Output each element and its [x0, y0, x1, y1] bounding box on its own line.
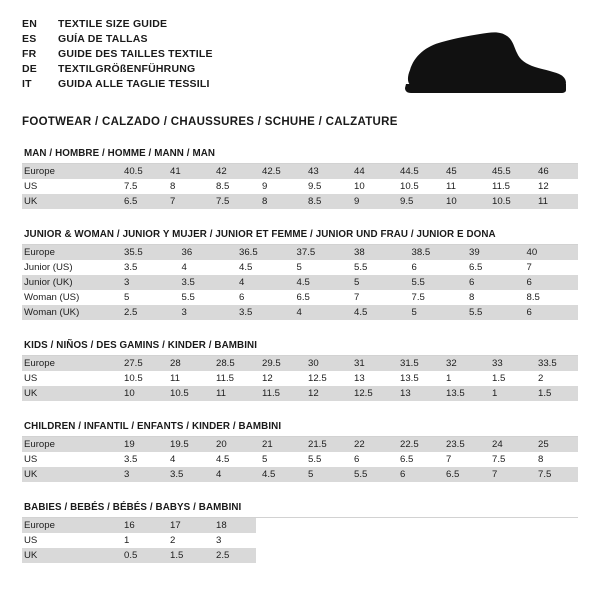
table-row: [22, 533, 578, 548]
language-row: [22, 78, 213, 93]
size-cell: 23.5: [440, 437, 486, 452]
size-cell: 3: [216, 535, 222, 546]
page-title: FOOTWEAR / CALZADO / CHAUSSURES / SCHUHE / CALZATURE: [22, 116, 398, 128]
size-cell-empty: [394, 548, 440, 563]
size-table-kids: [22, 356, 578, 401]
size-cell: 32: [440, 356, 486, 371]
language-code: ES: [22, 33, 37, 45]
size-cell: 33.5: [532, 356, 578, 371]
size-cell: 36: [176, 245, 234, 260]
size-cell: 1: [446, 373, 452, 384]
size-cell-empty: [256, 548, 302, 563]
language-code: EN: [22, 18, 37, 30]
size-cell: 6: [354, 454, 360, 465]
size-cell-empty: [348, 533, 394, 548]
size-cell: 12: [302, 386, 348, 401]
size-cell: 3.5: [164, 467, 210, 482]
size-cell: 7.5: [532, 467, 578, 482]
size-cell: 19.5: [164, 437, 210, 452]
size-cell: 37.5: [291, 245, 349, 260]
size-cell-empty: [394, 533, 440, 548]
size-cell: 3.5: [124, 262, 138, 273]
size-cell: 6: [463, 275, 521, 290]
size-cell: 29.5: [256, 356, 302, 371]
language-title: GUIDA ALLE TAGLIE TESSILI: [58, 78, 210, 90]
table-row: [22, 356, 578, 371]
size-cell: 9: [262, 181, 268, 192]
size-cell-empty: [440, 548, 486, 563]
size-table-children: [22, 437, 578, 482]
row-label: Junior (UK): [22, 275, 118, 290]
size-cell: 7: [526, 262, 532, 273]
size-cell: 20: [210, 437, 256, 452]
size-cell: 11: [446, 181, 456, 192]
size-cell: 3: [176, 305, 234, 320]
size-cell: 22.5: [394, 437, 440, 452]
language-row: [22, 48, 213, 63]
size-cell: 3: [118, 275, 176, 290]
size-cell-empty: [486, 548, 532, 563]
size-cell: 28.5: [210, 356, 256, 371]
size-cell: 18: [210, 518, 256, 533]
row-label: UK: [22, 194, 118, 209]
size-cell: 5.5: [181, 292, 195, 303]
size-cell: 38.5: [406, 245, 464, 260]
size-cell: 8: [538, 454, 544, 465]
row-label: UK: [22, 386, 118, 401]
size-cell: 31: [348, 356, 394, 371]
size-cell: 39: [463, 245, 521, 260]
section-babies: [22, 502, 578, 563]
size-cell-empty: [302, 548, 348, 563]
size-cell: 11: [532, 194, 578, 209]
size-cell: 11.5: [256, 386, 302, 401]
language-row: [22, 63, 213, 78]
table-row: [22, 260, 578, 275]
size-cell: 5: [302, 467, 348, 482]
size-cell: 10: [118, 386, 164, 401]
size-cell: 9.5: [394, 194, 440, 209]
table-row: [22, 194, 578, 209]
size-cell: 9.5: [308, 181, 322, 192]
table-row: [22, 548, 578, 563]
size-cell: 42: [210, 164, 256, 179]
size-cell: 5: [348, 275, 406, 290]
size-cell: 4.5: [256, 467, 302, 482]
size-cell: 6.5: [440, 467, 486, 482]
size-cell: 3.5: [124, 454, 138, 465]
size-cell: 19: [118, 437, 164, 452]
section-children: [22, 421, 578, 482]
language-title: TEXTILE SIZE GUIDE: [58, 18, 168, 30]
size-cell: 3.5: [176, 275, 234, 290]
size-cell: 4: [170, 454, 176, 465]
size-cell: 12: [538, 181, 549, 192]
table-row: [22, 518, 578, 533]
size-cell-empty: [256, 518, 302, 533]
size-cell: 6: [521, 305, 579, 320]
size-cell: 10.5: [164, 386, 210, 401]
size-cell: 6: [394, 467, 440, 482]
size-cell: 1: [486, 386, 532, 401]
size-cell: 7.5: [210, 194, 256, 209]
table-row: [22, 452, 578, 467]
size-cell-empty: [348, 518, 394, 533]
size-cell: 7: [446, 454, 452, 465]
row-label: US: [24, 535, 38, 546]
size-cell: 6.5: [118, 194, 164, 209]
size-cell: 12.5: [348, 386, 394, 401]
size-cell: 5.5: [308, 454, 322, 465]
size-cell: 8.5: [216, 181, 230, 192]
size-cell: 4.5: [239, 262, 253, 273]
row-label: Europe: [22, 245, 118, 260]
size-cell: 4.5: [348, 305, 406, 320]
size-cell: 27.5: [118, 356, 164, 371]
section-heading: JUNIOR & WOMAN / JUNIOR Y MUJER / JUNIOR ET FEMME / JUNIOR UND FRAU / JUNIOR E DONA: [22, 229, 578, 245]
size-cell: 40.5: [118, 164, 164, 179]
size-cell: 4.5: [291, 275, 349, 290]
size-cell: 24: [486, 437, 532, 452]
table-row: [22, 245, 578, 260]
size-cell-empty: [486, 518, 532, 533]
size-cell: 1.5: [492, 373, 506, 384]
language-code: IT: [22, 78, 32, 90]
size-cell: 46: [532, 164, 578, 179]
size-cell: 7.5: [492, 454, 506, 465]
size-cell: 8: [469, 292, 475, 303]
size-cell: 5: [262, 454, 268, 465]
size-cell: 12.5: [308, 373, 327, 384]
table-row: [22, 437, 578, 452]
size-cell: 42.5: [256, 164, 302, 179]
row-label: Europe: [22, 518, 118, 533]
table-row: [22, 386, 578, 401]
size-cell-empty: [440, 518, 486, 533]
language-title: GUÍA DE TALLAS: [58, 33, 148, 45]
size-cell: 21: [256, 437, 302, 452]
size-cell-empty: [348, 548, 394, 563]
size-cell: 17: [164, 518, 210, 533]
size-cell: 10.5: [400, 181, 419, 192]
size-cell: 2: [170, 535, 176, 546]
row-label: US: [24, 454, 38, 465]
size-cell: 5.5: [463, 305, 521, 320]
size-cell-empty: [394, 518, 440, 533]
size-cell: 3: [118, 467, 164, 482]
row-label: Europe: [22, 164, 118, 179]
size-cell: 6.5: [296, 292, 310, 303]
size-cell-empty: [440, 533, 486, 548]
size-cell: 10.5: [486, 194, 532, 209]
size-cell: 6.5: [469, 262, 483, 273]
size-cell-empty: [302, 518, 348, 533]
size-cell: 1: [124, 535, 130, 546]
size-cell: 5: [406, 305, 464, 320]
size-cell-empty: [532, 518, 578, 533]
size-table-man: [22, 164, 578, 209]
size-cell: 1.5: [532, 386, 578, 401]
language-title-list-body: [22, 18, 213, 93]
size-cell-empty: [256, 533, 302, 548]
size-cell: 43: [302, 164, 348, 179]
table-row: [22, 275, 578, 290]
table-row: [22, 467, 578, 482]
section-heading: MAN / HOMBRE / HOMME / MANN / MAN: [22, 148, 578, 164]
size-table-junior-woman: [22, 245, 578, 320]
size-cell: 2.5: [210, 548, 256, 563]
size-cell: 6: [411, 262, 417, 273]
size-cell: 4: [233, 275, 291, 290]
size-cell-empty: [532, 533, 578, 548]
size-cell: 28: [164, 356, 210, 371]
size-cell: 7: [354, 292, 360, 303]
size-cell: 5: [124, 292, 130, 303]
size-cell: 5.5: [406, 275, 464, 290]
size-cell: 22: [348, 437, 394, 452]
size-cell-empty: [302, 533, 348, 548]
size-cell: 35.5: [118, 245, 176, 260]
size-cell: 3.5: [233, 305, 291, 320]
size-cell: 4: [181, 262, 187, 273]
size-cell: 2: [538, 373, 544, 384]
size-cell: 12: [262, 373, 273, 384]
size-cell: 44.5: [394, 164, 440, 179]
size-cell: 45: [440, 164, 486, 179]
size-cell: 33: [486, 356, 532, 371]
language-code: DE: [22, 63, 37, 75]
dress-shoe-icon: [380, 22, 570, 100]
size-cell: 8.5: [302, 194, 348, 209]
size-cell: 0.5: [118, 548, 164, 563]
section-man: [22, 148, 578, 209]
size-cell: 7: [164, 194, 210, 209]
table-row: [22, 305, 578, 320]
size-cell: 5.5: [348, 467, 394, 482]
size-cell: 6.5: [400, 454, 414, 465]
size-cell: 4: [291, 305, 349, 320]
size-table-babies: [22, 518, 578, 563]
size-cell: 21.5: [302, 437, 348, 452]
size-cell: 10: [354, 181, 365, 192]
table-row: [22, 179, 578, 194]
size-cell: 4: [210, 467, 256, 482]
size-cell: 11: [210, 386, 256, 401]
row-label: UK: [22, 467, 118, 482]
size-cell: 41: [164, 164, 210, 179]
row-label: Europe: [22, 356, 118, 371]
size-cell: 10: [440, 194, 486, 209]
size-cell: 2.5: [118, 305, 176, 320]
size-cell: 8.5: [526, 292, 540, 303]
size-cell-empty: [486, 533, 532, 548]
row-label: US: [24, 373, 38, 384]
size-cell: 13: [354, 373, 365, 384]
language-title: TEXTILGRÖßENFÜHRUNG: [58, 63, 196, 75]
table-row: [22, 164, 578, 179]
size-cell: 8: [170, 181, 176, 192]
size-cell: 13: [394, 386, 440, 401]
size-cell: 45.5: [486, 164, 532, 179]
size-cell: 9: [348, 194, 394, 209]
language-row: [22, 18, 213, 33]
size-cell: 6: [521, 275, 579, 290]
row-label: Woman (US): [24, 292, 80, 303]
size-cell: 44: [348, 164, 394, 179]
size-cell: 40: [521, 245, 579, 260]
section-heading: BABIES / BEBÉS / BÉBÉS / BABYS / BAMBINI: [22, 502, 578, 518]
size-cell: 38: [348, 245, 406, 260]
size-cell: 6: [239, 292, 245, 303]
size-cell: 25: [532, 437, 578, 452]
row-label: Europe: [22, 437, 118, 452]
language-title: GUIDE DES TAILLES TEXTILE: [58, 48, 213, 60]
size-cell: 13.5: [400, 373, 419, 384]
section-junior-woman: [22, 229, 578, 320]
table-row: [22, 290, 578, 305]
language-title-list: [22, 18, 213, 93]
size-cell: 13.5: [440, 386, 486, 401]
table-row: [22, 371, 578, 386]
size-cell: 5: [296, 262, 302, 273]
size-cell: 4.5: [216, 454, 230, 465]
document-header: [22, 18, 578, 100]
size-cell: 1.5: [164, 548, 210, 563]
size-cell: 11.5: [492, 181, 510, 192]
size-cell: 7.5: [124, 181, 138, 192]
language-row: [22, 33, 213, 48]
size-cell: 30: [302, 356, 348, 371]
section-heading: CHILDREN / INFANTIL / ENFANTS / KINDER / BAMBINI: [22, 421, 578, 437]
section-kids: [22, 340, 578, 401]
row-label: US: [24, 181, 38, 192]
size-cell: 11.5: [216, 373, 234, 384]
size-cell: 5.5: [354, 262, 368, 273]
size-cell: 10.5: [124, 373, 143, 384]
size-cell: 11: [170, 373, 180, 384]
language-code: FR: [22, 48, 37, 60]
section-heading: KIDS / NIÑOS / DES GAMINS / KINDER / BAMBINI: [22, 340, 578, 356]
size-cell: 7.5: [411, 292, 425, 303]
size-cell: 7: [486, 467, 532, 482]
row-label: UK: [22, 548, 118, 563]
size-cell: 36.5: [233, 245, 291, 260]
size-cell: 8: [256, 194, 302, 209]
size-cell: 16: [118, 518, 164, 533]
row-label: Woman (UK): [22, 305, 118, 320]
row-label: Junior (US): [24, 262, 73, 273]
size-cell-empty: [532, 548, 578, 563]
size-cell: 31.5: [394, 356, 440, 371]
